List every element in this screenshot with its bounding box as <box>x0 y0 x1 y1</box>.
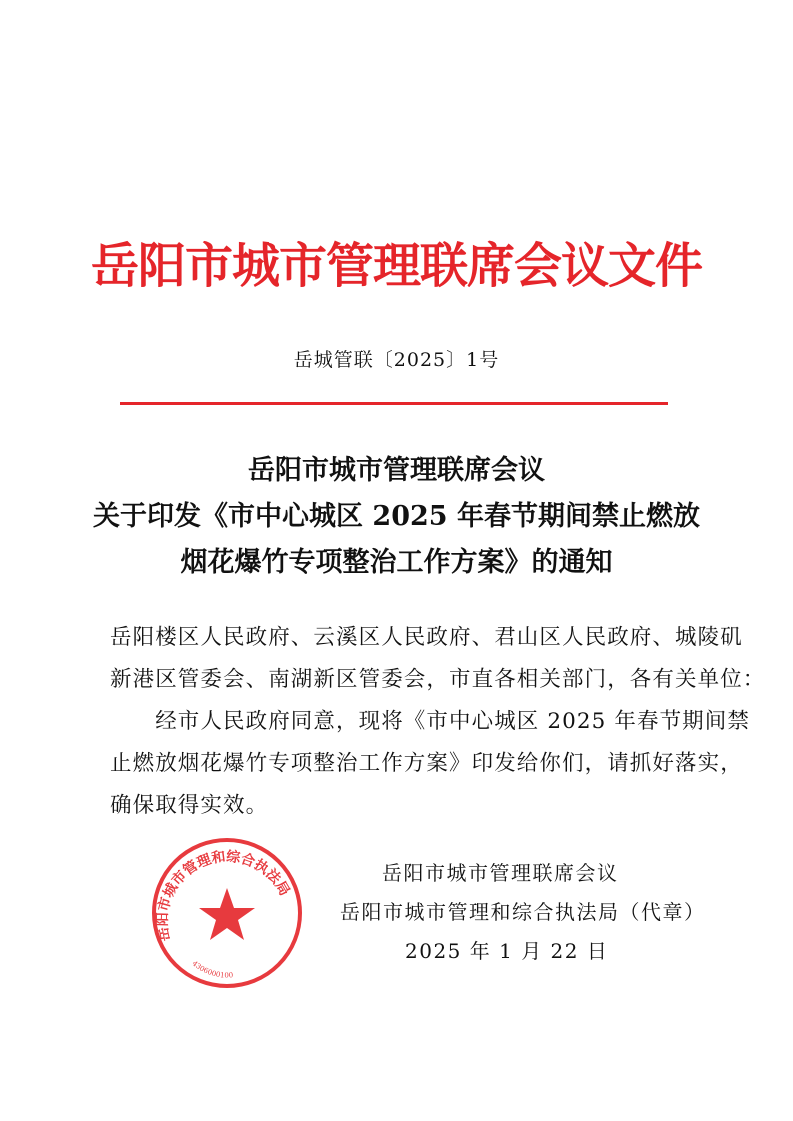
body-line: 经市人民政府同意，现将《市中心城区 2025 年春节期间禁 <box>110 709 750 734</box>
official-seal-stamp <box>150 836 304 990</box>
notice-title-line-2: 关于印发《市中心城区 2025 年春节期间禁止燃放 <box>93 501 700 532</box>
star-icon <box>199 888 255 940</box>
signature-date: 2025 年 1 月 22 日 <box>405 939 609 963</box>
red-divider <box>120 402 668 405</box>
signature-org-1: 岳阳市城市管理联席会议 <box>382 861 619 885</box>
body-line: 确保取得实效。 <box>110 793 269 818</box>
document-header-title: 岳阳市城市管理联席会议文件 <box>90 238 702 294</box>
svg-text:4306000100 <box>191 959 234 979</box>
body-line: 新港区管委会、南湖新区管委会，市直各相关部门，各有关单位： <box>110 667 766 692</box>
body-line: 止燃放烟花爆竹专项整治工作方案》印发给你们，请抓好落实， <box>110 751 743 776</box>
notice-title-line-3: 烟花爆竹专项整治工作方案》的通知 <box>180 547 613 578</box>
document-number: 岳城管联〔2025〕1号 <box>293 349 500 371</box>
body-line: 岳阳楼区人民政府、云溪区人民政府、君山区人民政府、城陵矶 <box>110 625 743 650</box>
notice-title-line-1: 岳阳市城市管理联席会议 <box>248 455 545 486</box>
signature-org-2: 岳阳市城市管理和综合执法局（代章） <box>340 900 706 924</box>
stamp-code: 4306000100 <box>190 959 234 980</box>
stamp-text: 岳阳市城市管理和综合执法局 <box>154 848 293 943</box>
